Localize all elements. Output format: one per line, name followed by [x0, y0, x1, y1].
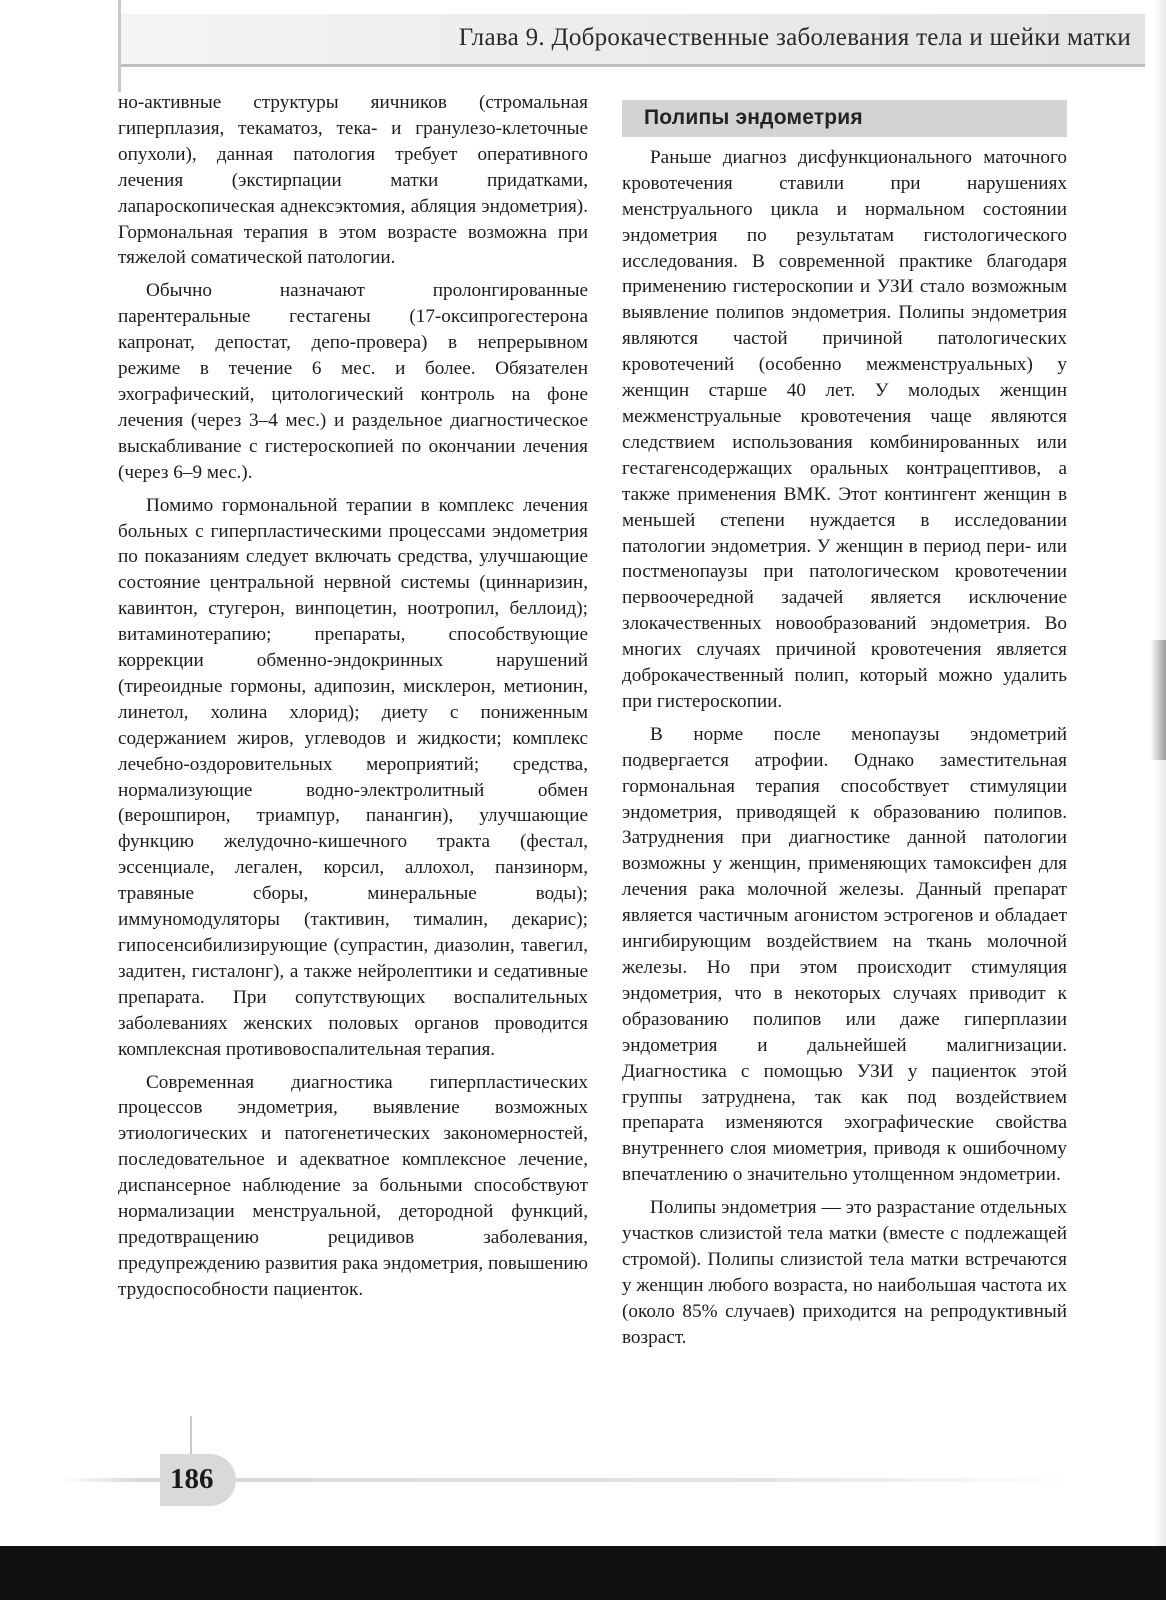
paragraph: Раньше диагноз дисфункционального маточного кровотечения ставили при нарушениях менструального цикла и нормальном состоянии эндометрия по результатам гистологического исследования. В современной практике благодаря применению гистероскопии и УЗИ стало возможным выявление полипов эндометрия. Полипы эндометрия являются частой причиной патологических кровотечений (особенно межменструальных) у женщин старше 40 лет. У молодых женщин межменструальные кровотечения чаще являются следствием использования комбинированных или гестагенсодержащих оральных контрацептивов, а также применения ВМК. Этот контингент женщин в меньшей степени нуждается в исследовании патологии эндометрия. У женщин в период пери- или постменопаузы при патологическом кровотечении первоочередной задачей является исключение злокачественных новообразований эндометрия. Во многих случаях причиной кровотечения является доброкачественный полип, который можно удалить при гистероскопии. [622, 146, 1067, 712]
right-edge-mark [1150, 640, 1166, 760]
section-heading: Полипы эндометрия [622, 100, 1067, 137]
paragraph: Полипы эндометрия — это разрастание отдельных участков слизистой тела матки (вместе с подлежащей стромой). Полипы слизистой тела матки встречаются у женщин любого возраста, но наибольшая частота их (около 85% случаев) приходится на репродуктивный возраст. [622, 1197, 1067, 1348]
left-column [118, 90, 588, 1310]
paragraph: Помимо гормональной терапии в комплекс лечения больных с гиперпластическими процессами эндометрия по показаниям следует включать средства, улучшающие состояние центральной нервной системы (циннаризин, кавинтон, стугерон, винпоцетин, ноотропил, беллоид); витаминотерапию; препараты, способствующие коррекции обменно-эндокринных нарушений (тиреоидные гормоны, адипозин, мисклерон, метионин, линетол, холина хлорид); диету с пониженным содержанием жиров, углеводов и жидкости; комплекс лечебно-оздоровительных мероприятий; средства, нормализующие водно-электролитный обмен (верошпирон, триампур, панангин), улучшающие функцию желудочно-кишечного тракта (фестал, эссенциале, легален, корсил, аллохол, панзинорм, травяные сборы, минеральные воды); иммуномодуляторы (тактивин, тималин, декарис); гипосенсибилизирующие (супрастин, диазолин, тавегил, задитен, гисталонг), а также нейролептики и седативные препарата. При сопутствующих воспалительных заболеваниях женских половых органов проводится комплексная противовоспалительная терапия. [118, 494, 588, 1060]
right-column [622, 100, 1067, 1358]
running-header [121, 14, 1145, 67]
right-edge-shadow [1154, 0, 1166, 1546]
paragraph: Обычно назначают пролонгированные парентеральные гестагены (17-оксипрогестерона капронат, депостат, депо-провера) в непрерывном режиме в течение 6 мес. и более. Обязателен эхографический, цитологический контроль на фоне лечения (через 3–4 мес.) и раздельное диагностическое выскабливание с гистероскопией по окончании лечения (через 6–9 мес.). [118, 280, 588, 483]
page-number: 186 [170, 1463, 214, 1495]
paragraph: Современная диагностика гиперпластических процессов эндометрия, выявление возможных этиологических и патогенетических закономерностей, последовательное и адекватное комплексное лечение, диспансерное наблюдение за больными способствуют нормализации менструальной, детородной функций, предотвращению рецидивов заболевания, предупреждению развития рака эндометрия, повышению трудоспособности пациенток. [118, 1071, 588, 1300]
running-header-title: Глава 9. Доброкачественные заболевания тела и шейки матки [458, 24, 1131, 51]
scan-bottom-bar [0, 1546, 1166, 1600]
paragraph: В норме после менопаузы эндометрий подвергается атрофии. Однако заместительная гормональная терапия способствует стимуляции эндометрия, приводящей к образованию полипов. Затруднения при диагностике данной патологии возможны у женщин, применяющих тамоксифен для лечения рака молочной железы. Данный препарат является частичным агонистом эстрогенов и обладает ингибирующим воздействием на ткань молочной железы. Но при этом происходит стимуляция эндометрия, что в некоторых случаях приводит к образованию полипов или даже гиперплазии эндометрия и дальнейшей малигнизации. Диагностика с помощью УЗИ у пациенток этой группы затруднена, так как под воздействием препарата изменяются эхографические свойства внутреннего слоя миометрия, приводя к ошибочному впечатлению о значительно утолщенном эндометрии. [622, 723, 1067, 1186]
paragraph: но-активные структуры яичников (стромальная гиперплазия, текаматоз, тека- и гранулезо-клеточные опухоли), данная патология требует оперативного лечения (экстирпации матки придатками, лапароскопическая аднексэктомия, абляция эндометрия). Гормональная терапия в этом возрасте возможна при тяжелой соматической патологии. [118, 92, 588, 269]
